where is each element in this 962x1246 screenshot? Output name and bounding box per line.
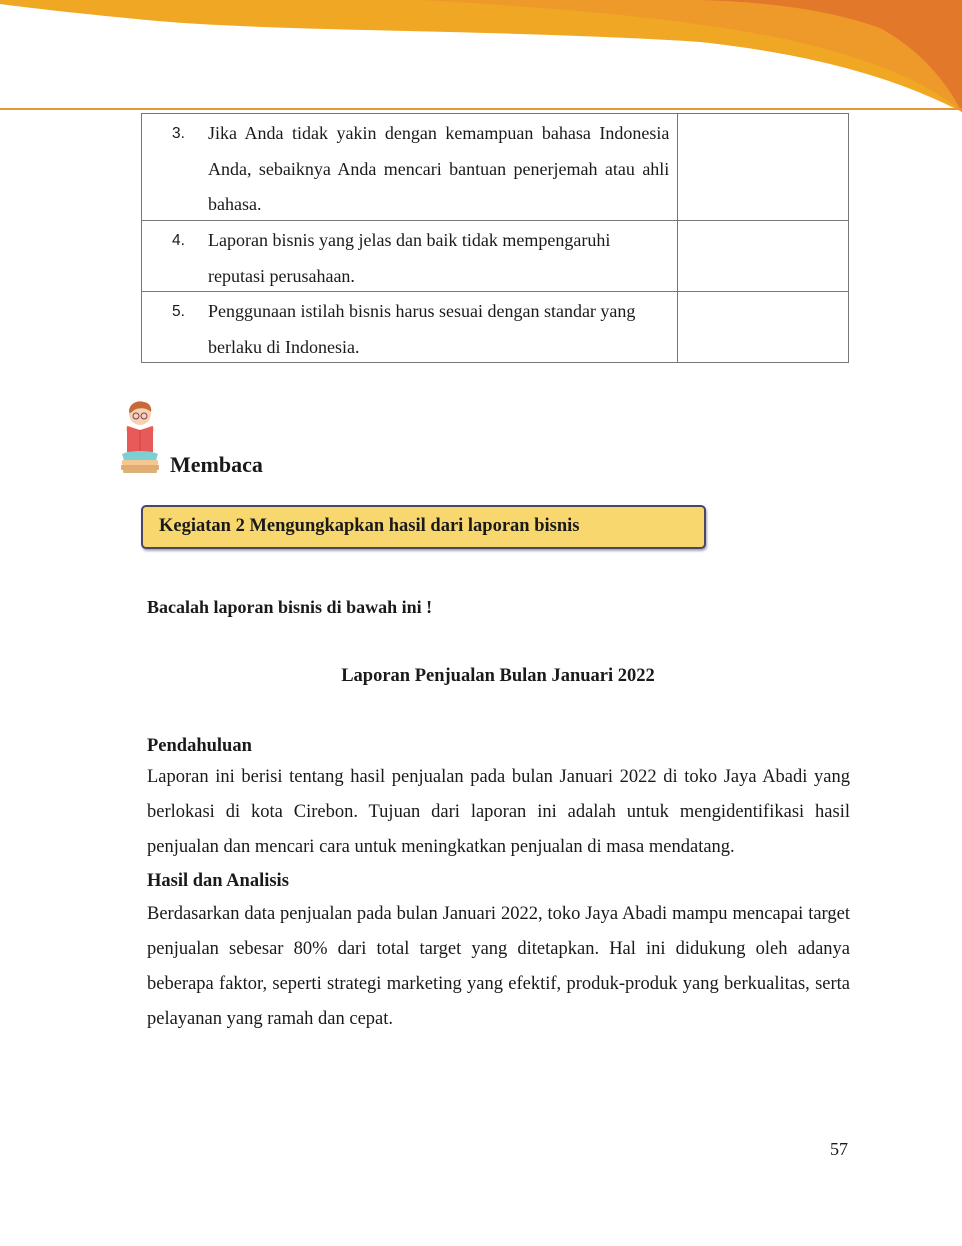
reading-instruction: Bacalah laporan bisnis di bawah ini ! bbox=[147, 597, 433, 617]
answer-cell[interactable] bbox=[678, 292, 849, 363]
section-body-pendahuluan: Laporan ini berisi tentang hasil penjualan pada bulan Januari 2022 di toko Jaya Abadi yang berlokasi di kota Cirebon. Tujuan dari laporan ini adalah untuk mengidentifikasi hasil penjualan dan mencari cara untuk meningkatkan penjualan di masa mendatang. bbox=[147, 767, 850, 857]
statement-text: Penggunaan istilah bisnis harus sesuai dengan standar yang berlaku di Indonesia. bbox=[208, 301, 636, 357]
section-body-hasil-analisis: Berdasarkan data penjualan pada bulan Januari 2022, toko Jaya Abadi mampu mencapai target penjualan sebesar 80% dari total target yang ditetapkan. Hal ini didukung oleh adanya beberapa faktor, seperti strategi marketing yang efektif, produk-produk yang berkualitas, serta pelayanan yang ramah dan cepat. bbox=[147, 904, 850, 1029]
table-row bbox=[142, 114, 849, 221]
activity-title: Kegiatan 2 Mengungkapkan hasil dari laporan bisnis bbox=[159, 516, 580, 536]
section-heading-hasil-analisis: Hasil dan Analisis bbox=[147, 871, 289, 891]
report-title: Laporan Penjualan Bulan Januari 2022 bbox=[341, 666, 655, 686]
answer-cell[interactable] bbox=[678, 114, 849, 221]
page-number: 57 bbox=[830, 1139, 848, 1159]
statement-number: 5. bbox=[172, 303, 185, 320]
report-body bbox=[147, 734, 850, 1037]
section-heading-pendahuluan: Pendahuluan bbox=[147, 736, 252, 756]
header-wave-decoration bbox=[0, 0, 962, 112]
table-row bbox=[142, 292, 849, 363]
section-heading-membaca: Membaca bbox=[170, 452, 263, 477]
table-row bbox=[142, 221, 849, 292]
statement-text: Jika Anda tidak yakin dengan kemampuan bahasa Indonesia Anda, sebaiknya Anda mencari bantuan penerjemah atau ahli bahasa. bbox=[208, 123, 670, 214]
statements-table bbox=[141, 113, 849, 363]
statement-cell bbox=[142, 221, 678, 292]
statement-cell bbox=[142, 292, 678, 363]
statement-cell bbox=[142, 114, 678, 221]
statement-number: 3. bbox=[172, 125, 185, 142]
statement-text: Laporan bisnis yang jelas dan baik tidak mempengaruhi reputasi perusahaan. bbox=[208, 230, 611, 286]
child-reading-book-icon bbox=[116, 400, 164, 474]
activity-banner bbox=[141, 505, 706, 549]
header-divider bbox=[0, 108, 962, 110]
statement-number: 4. bbox=[172, 232, 185, 249]
answer-cell[interactable] bbox=[678, 221, 849, 292]
